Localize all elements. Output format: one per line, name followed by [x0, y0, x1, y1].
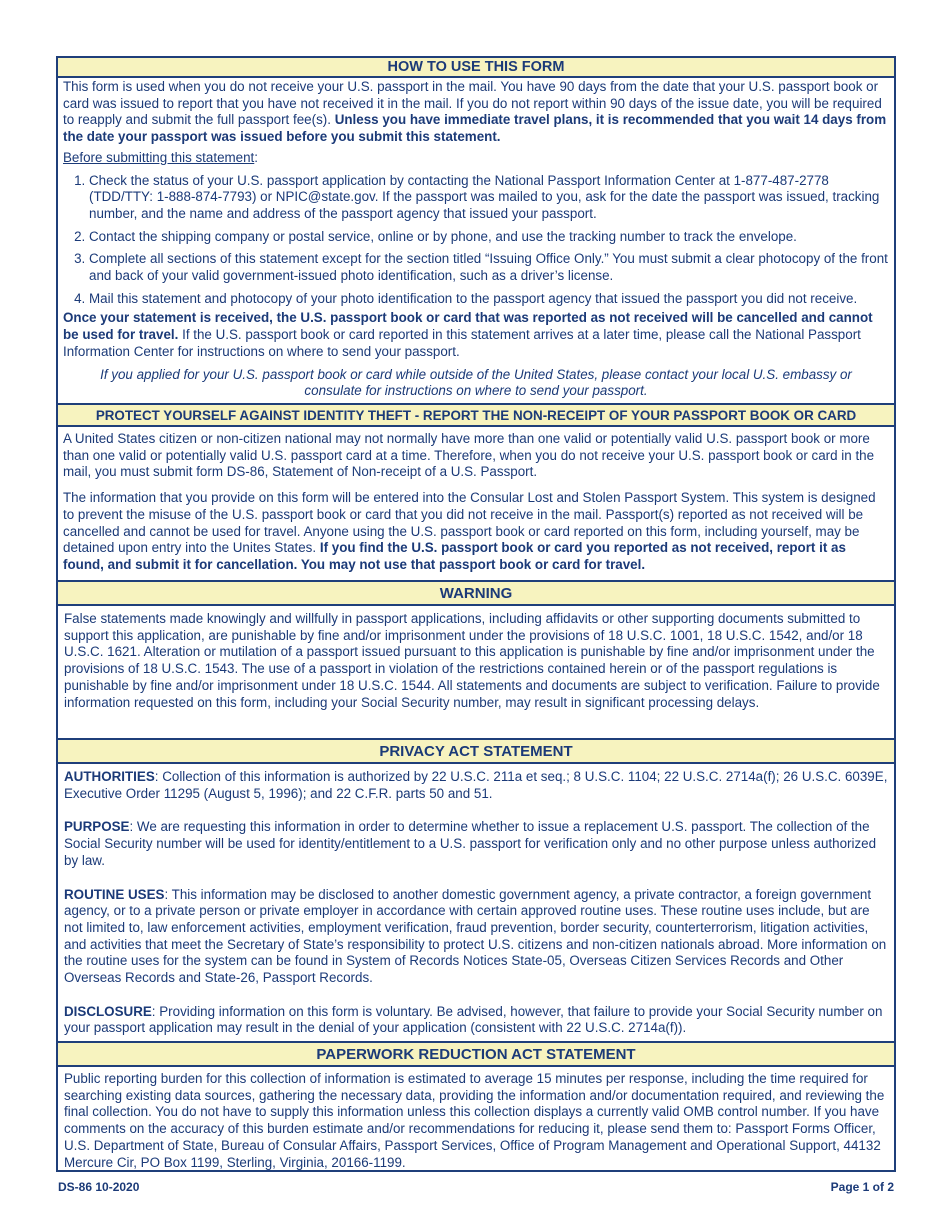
privacy-disclosure — [64, 1004, 888, 1037]
section-header-warning: WARNING — [58, 580, 894, 606]
warning-body — [64, 611, 888, 711]
purpose-label: PURPOSE — [64, 819, 130, 835]
once-received — [63, 310, 889, 360]
protect-para-2-text: The information that you provide on this form will be entered into the Consular Lost and Stolen Passport System. This system is designed to prevent the misuse of the U.S. passport book or card that you did not receive in the mail. Passport(s) reported as not received will be cancelled and cannot be used for travel. Anyone using the U.S. passport book or card reported on this form, including yourself, may be detained upon entry into the Unites States. — [63, 490, 876, 556]
intro-bold-text: Unless you have immediate travel plans, it is recommended that you wait 14 days from the date your passport was issued before you submit this statement. — [63, 112, 887, 145]
disclosure-text: : Providing information on this form is voluntary. Be advised, however, that failure to provide your Social Security number on your passport application may result in the denial of your application (consistent with 22 U.S.C. 2714a(f)). — [64, 1003, 883, 1036]
privacy-body — [64, 769, 888, 1037]
intro-text: This form is used when you do not receive your U.S. passport in the mail. You have 90 days from the date that your U.S. passport book or card was issued to report that you have not received it in the mail. If you do not report within 90 days of the issue date, you will be required to reapply and submit the full passport fee(s). — [63, 79, 882, 128]
section-header-protect: PROTECT YOURSELF AGAINST IDENTITY THEFT - REPORT THE NON-RECEIPT OF YOUR PASSPORT BOOK OR CARD — [58, 403, 894, 427]
before-colon: : — [254, 149, 259, 165]
section-header-how-to-use: HOW TO USE THIS FORM — [58, 58, 894, 78]
how-to-use-body — [63, 79, 889, 400]
once-bold-text: Once your statement is received, the U.S. passport book or card that was reported as not received will be cancelled and cannot be used for travel. — [63, 310, 873, 343]
protect-para-1: A United States citizen or non-citizen national may not normally have more than one valid or potentially valid U.S. passport book or more than one valid or potentially valid U.S. passport card at a time. Therefore, when you do not receive your U.S. passport book or card in the mail, you must submit form DS-86, Statement of Non-receipt of a U.S. Passport. — [63, 431, 875, 480]
privacy-purpose — [64, 819, 888, 869]
abroad-note: If you applied for your U.S. passport book or card while outside of the United States, please contact your local U.S. embassy or consulate for instructions on where to send your passport. — [100, 366, 852, 399]
protect-para-2-bold: If you find the U.S. passport book or card you reported as not received, report it as found, and submit it for cancellation. You may not use that passport book or card for travel. — [63, 540, 846, 572]
steps-list — [63, 173, 889, 308]
before-submitting — [63, 150, 889, 167]
authorities-label: AUTHORITIES — [64, 769, 155, 784]
privacy-routine-uses — [64, 887, 888, 987]
step-item: 1. Check the status of your U.S. passport application by contacting the National Passport Information Center at 1-877-487-2778 (TDD/TTY: 1-888-874-7793) or NPIC@state.gov. If the passport was mailed to you, ask for the date the passport was issued, tracking number, and the name and address of the passport agency that issued your passport. — [89, 173, 889, 223]
disclosure-label: DISCLOSURE — [64, 1003, 152, 1019]
protect-body — [63, 431, 889, 574]
section-header-privacy: PRIVACY ACT STATEMENT — [58, 738, 894, 764]
step-item: 3. Complete all sections of this statement except for the section titled “Issuing Office Only.” You must submit a clear photocopy of the front and back of your valid government-issued photo identification, such as a driver’s license. — [89, 251, 889, 284]
form-page — [56, 56, 896, 1172]
protect-para-2 — [63, 490, 889, 574]
step-item: 2. Contact the shipping company or postal service, online or by phone, and use the tracking number to track the envelope. — [89, 229, 889, 246]
purpose-text: : We are requesting this information in order to determine whether to issue a replacement U.S. passport. The collection of the Social Security number will be used for identity/entitlement to a U.S. passport for verification only and no other purpose unless authorized by law. — [64, 819, 877, 868]
section-header-paperwork: PAPERWORK REDUCTION ACT STATEMENT — [58, 1041, 894, 1067]
routine-uses-text: : This information may be disclosed to another domestic government agency, a private contractor, a foreign government agency, or to a private person or private employer in accordance with certain approved routine uses. These routine uses include, but are not limited to, law enforcement activities, employment verification, fraud prevention, border security, counterterrorism, litigation activities, and activities that meet the Secretary of State’s responsibility to protect U.S. citizens and non-citizen nationals abroad. More information on the routine uses for the system can be found in System of Records Notices State-05, Overseas Citizen Services Records and Other Overseas Records and State-26, Passport Records. — [64, 886, 887, 986]
paperwork-body — [64, 1071, 888, 1171]
authorities-text: : Collection of this information is authorized by 22 U.S.C. 211a et seq.; 8 U.S.C. 1104; 22 U.S.C. 2714a(f); 26 U.S.C. 6039E, Executive Order 11295 (August 5, 1996); and 22 C.F.R. parts 50 and 51. — [64, 769, 888, 801]
step-item: 4. Mail this statement and photocopy of your photo identification to the passport agency that issued the passport you did not receive. — [89, 291, 889, 308]
paperwork-text: Public reporting burden for this collection of information is estimated to average 15 minutes per response, including the time required for searching existing data sources, gathering the necessary data, providing the information and/or documentation required, and reviewing the final collection. You do not have to supply this information unless this collection displays a currently valid OMB control number. If you have comments on the accuracy of this burden estimate and/or recommendations for reducing it, please send them to: Passport Forms Officer, U.S. Department of State, Bureau of Consular Affairs, Passport Services, Office of Program Management and Operational Support, 44132 Mercure Cir, PO Box 1199, Sterling, Virginia, 20166-1199. — [64, 1071, 885, 1170]
once-text: If the U.S. passport book or card reported in this statement arrives at a later time, please call the National Passport Information Center for instructions on where to send your passport. — [63, 327, 861, 359]
form-id: DS-86 10-2020 — [58, 1180, 140, 1194]
how-to-intro — [63, 79, 889, 146]
page-number: Page 1 of 2 — [830, 1180, 894, 1194]
warning-text: False statements made knowingly and willfully in passport applications, including affidavits or other supporting documents submitted to support this application, are punishable by fine and/or imprisonment under the provisions of 18 U.S.C. 1001, 18 U.S.C. 1542, and/or 18 U.S.C. 1621. Alteration or mutilation of a passport issued pursuant to this application is punishable by fine and/or imprisonment under the provisions of 18 U.S.C. 1543. The use of a passport in violation of the restrictions contained herein or of the passport regulations is punishable by fine and/or imprisonment under 18 U.S.C. 1544. All statements and documents are subject to verification. Failure to provide information requested on this form, including your Social Security number, may result in significant processing delays. — [64, 611, 880, 710]
before-submitting-label: Before submitting this statement — [63, 149, 255, 165]
privacy-authorities — [64, 769, 888, 802]
routine-uses-label: ROUTINE USES — [64, 886, 165, 902]
